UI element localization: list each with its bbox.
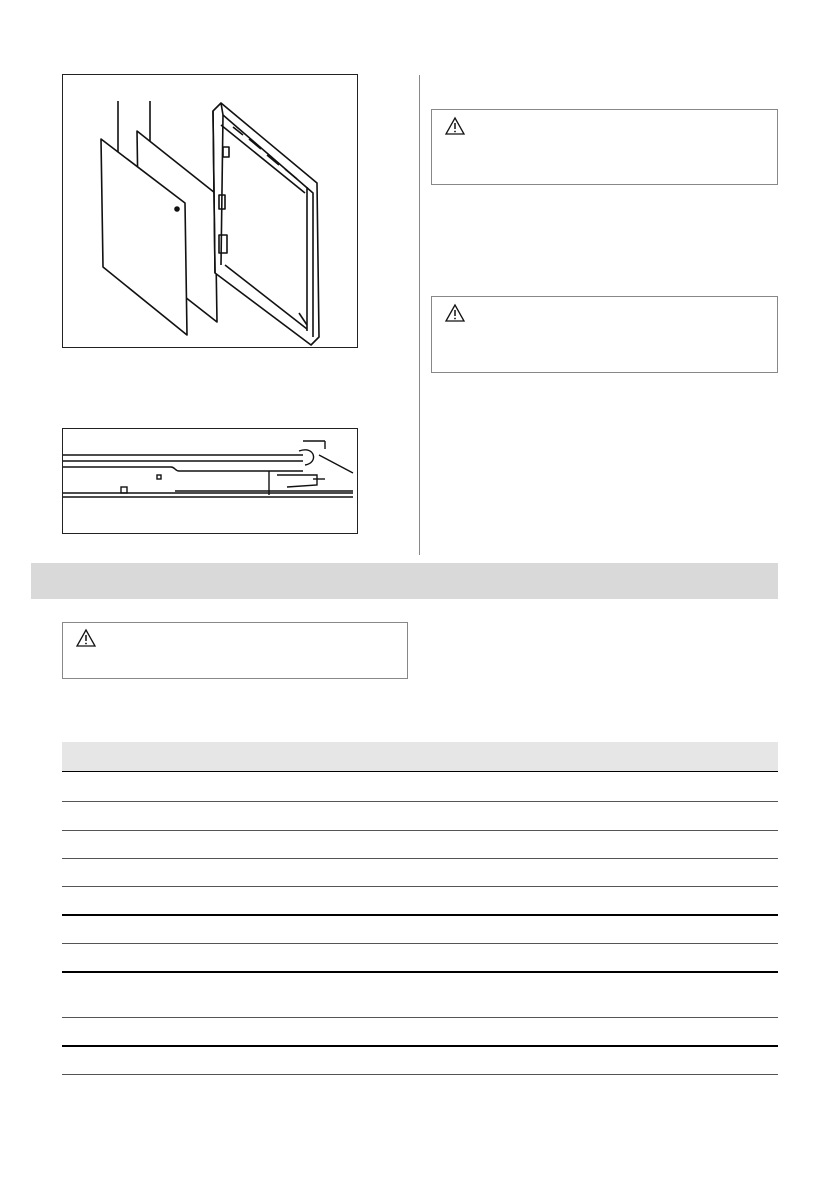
warning-triangle-icon: [444, 303, 466, 323]
section-heading-band: [31, 563, 778, 599]
warning-box-3: [62, 622, 408, 679]
table-bottom-rule: [62, 1074, 778, 1075]
table-header: [62, 742, 778, 772]
table-row-divider: [62, 830, 778, 831]
table-group-divider: [62, 914, 778, 916]
table-row-divider: [62, 1017, 778, 1018]
table-group-divider: [62, 1045, 778, 1047]
door-trim-drawing: [63, 429, 357, 533]
warning-triangle-icon: [75, 628, 97, 648]
door-glass-drawing: [63, 75, 357, 347]
warning-box-2: [431, 296, 778, 373]
table-row-divider: [62, 801, 778, 802]
table-group-divider: [62, 971, 778, 973]
warning-box-1: [431, 109, 778, 185]
warning-triangle-icon: [444, 116, 466, 136]
column-divider: [419, 75, 420, 555]
door-trim-figure: [62, 428, 358, 534]
table-row-divider: [62, 943, 778, 944]
table-row-divider: [62, 886, 778, 887]
table-row-divider: [62, 858, 778, 859]
door-glass-figure: [62, 74, 358, 348]
